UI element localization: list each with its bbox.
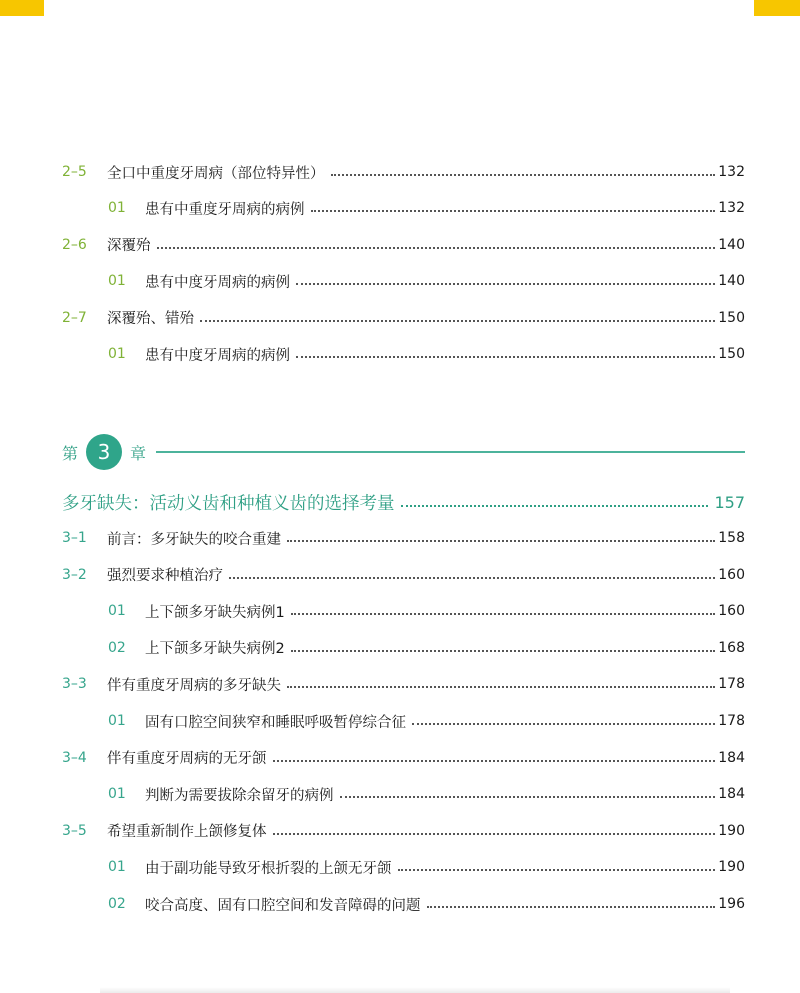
corner-mark-right <box>754 0 800 16</box>
dot-leader <box>273 833 716 835</box>
entry-page: 160 <box>718 603 745 620</box>
toc-entry[interactable] <box>62 563 745 587</box>
toc-subentry[interactable] <box>62 782 745 806</box>
chapter-rule <box>156 451 745 453</box>
entry-number: 3–3 <box>62 676 87 693</box>
entry-page: 178 <box>718 676 745 693</box>
entry-title: 患有中度牙周病的病例 <box>145 347 290 364</box>
dot-leader <box>340 796 716 798</box>
entry-title: 希望重新制作上颌修复体 <box>107 824 267 841</box>
entry-number: 02 <box>108 639 126 656</box>
entry-title: 深覆殆 <box>107 238 151 255</box>
entry-title: 深覆殆、错殆 <box>107 311 194 328</box>
entry-number: 01 <box>108 200 126 217</box>
dot-leader <box>287 540 715 542</box>
dot-leader <box>200 320 715 322</box>
dot-leader <box>273 760 716 762</box>
entry-title: 判断为需要拔除余留牙的病例 <box>145 787 334 804</box>
entry-title: 患有中度牙周病的病例 <box>145 274 290 291</box>
dot-leader <box>331 174 716 176</box>
dot-leader <box>296 283 715 285</box>
entry-page: 150 <box>718 309 745 326</box>
entry-title: 上下颌多牙缺失病例2 <box>145 641 285 658</box>
toc-entry[interactable] <box>62 746 745 770</box>
entry-number: 02 <box>108 896 126 912</box>
toc-subentry[interactable] <box>62 892 745 916</box>
dot-leader <box>401 505 709 507</box>
entry-title: 上下颌多牙缺失病例1 <box>145 604 285 621</box>
dot-leader <box>311 210 716 212</box>
entry-number: 01 <box>108 273 126 290</box>
entry-number: 3–2 <box>62 566 87 583</box>
chapter-number-badge: 3 <box>86 434 122 470</box>
entry-page: 190 <box>718 822 745 839</box>
entry-number: 2–6 <box>62 236 87 253</box>
entry-title: 伴有重度牙周病的无牙颌 <box>107 751 267 768</box>
entry-title: 咬合高度、固有口腔空间和发音障碍的问题 <box>145 897 421 914</box>
entry-number: 3–5 <box>62 822 87 839</box>
toc-subentry[interactable] <box>62 855 745 879</box>
entry-title: 全口中重度牙周病（部位特异性） <box>107 165 325 182</box>
entry-number: 01 <box>108 603 126 620</box>
entry-page: 168 <box>718 639 745 656</box>
chapter-3-header <box>62 432 745 472</box>
toc-subentry[interactable] <box>62 342 745 366</box>
entry-page: 150 <box>718 346 745 362</box>
entry-page: 184 <box>718 749 745 766</box>
chapter-suffix: 章 <box>130 443 147 463</box>
entry-title: 伴有重度牙周病的多牙缺失 <box>107 677 281 694</box>
entry-page: 132 <box>718 200 745 217</box>
entry-title: 由于副功能导致牙根折裂的上颌无牙颌 <box>145 860 392 877</box>
entry-number: 2–7 <box>62 309 87 326</box>
toc-entry[interactable] <box>62 160 745 184</box>
entry-page: 196 <box>718 896 745 912</box>
entry-page: 184 <box>718 786 745 803</box>
toc-entry[interactable] <box>62 526 745 550</box>
entry-page: 160 <box>718 566 745 583</box>
entry-page: 132 <box>718 164 745 180</box>
dot-leader <box>398 869 716 871</box>
toc-entry[interactable] <box>62 306 745 330</box>
dot-leader <box>296 356 715 358</box>
dot-leader <box>412 723 715 725</box>
dot-leader <box>229 577 715 579</box>
dot-leader <box>291 613 716 615</box>
toc-subentry[interactable] <box>62 636 745 660</box>
entry-page: 158 <box>718 530 745 546</box>
entry-title: 固有口腔空间狭窄和睡眠呼吸暂停综合征 <box>145 714 406 731</box>
entry-number: 01 <box>108 786 126 803</box>
entry-number: 2–5 <box>62 164 87 180</box>
entry-number: 01 <box>108 859 126 876</box>
toc-entry[interactable] <box>62 819 745 843</box>
chapter-page: 157 <box>714 492 745 512</box>
entry-page: 178 <box>718 713 745 729</box>
entry-number: 01 <box>108 346 126 362</box>
toc-subentry[interactable] <box>62 196 745 220</box>
entry-number: 3–4 <box>62 749 87 766</box>
entry-page: 140 <box>718 236 745 253</box>
entry-number: 01 <box>108 713 126 729</box>
entry-page: 190 <box>718 859 745 876</box>
chapter-3-title-row[interactable] <box>62 488 745 516</box>
toc-subentry[interactable] <box>62 709 745 733</box>
entry-title: 患有中重度牙周病的病例 <box>145 201 305 218</box>
entry-number: 3–1 <box>62 530 87 546</box>
chapter-prefix: 第 <box>62 443 79 463</box>
toc-entry[interactable] <box>62 672 745 696</box>
entry-title: 强烈要求种植治疗 <box>107 568 223 585</box>
toc-subentry[interactable] <box>62 269 745 293</box>
entry-page: 140 <box>718 273 745 290</box>
toc-entry[interactable] <box>62 233 745 257</box>
dot-leader <box>287 686 715 688</box>
entry-title: 前言：多牙缺失的咬合重建 <box>107 531 281 548</box>
corner-mark-left <box>0 0 44 16</box>
toc-subentry[interactable] <box>62 599 745 623</box>
dot-leader <box>291 650 716 652</box>
page-edge-shadow <box>100 987 730 993</box>
chapter-title: 多牙缺失：活动义齿和种植义齿的选择考量 <box>62 493 395 514</box>
dot-leader <box>427 906 716 908</box>
dot-leader <box>157 247 716 249</box>
